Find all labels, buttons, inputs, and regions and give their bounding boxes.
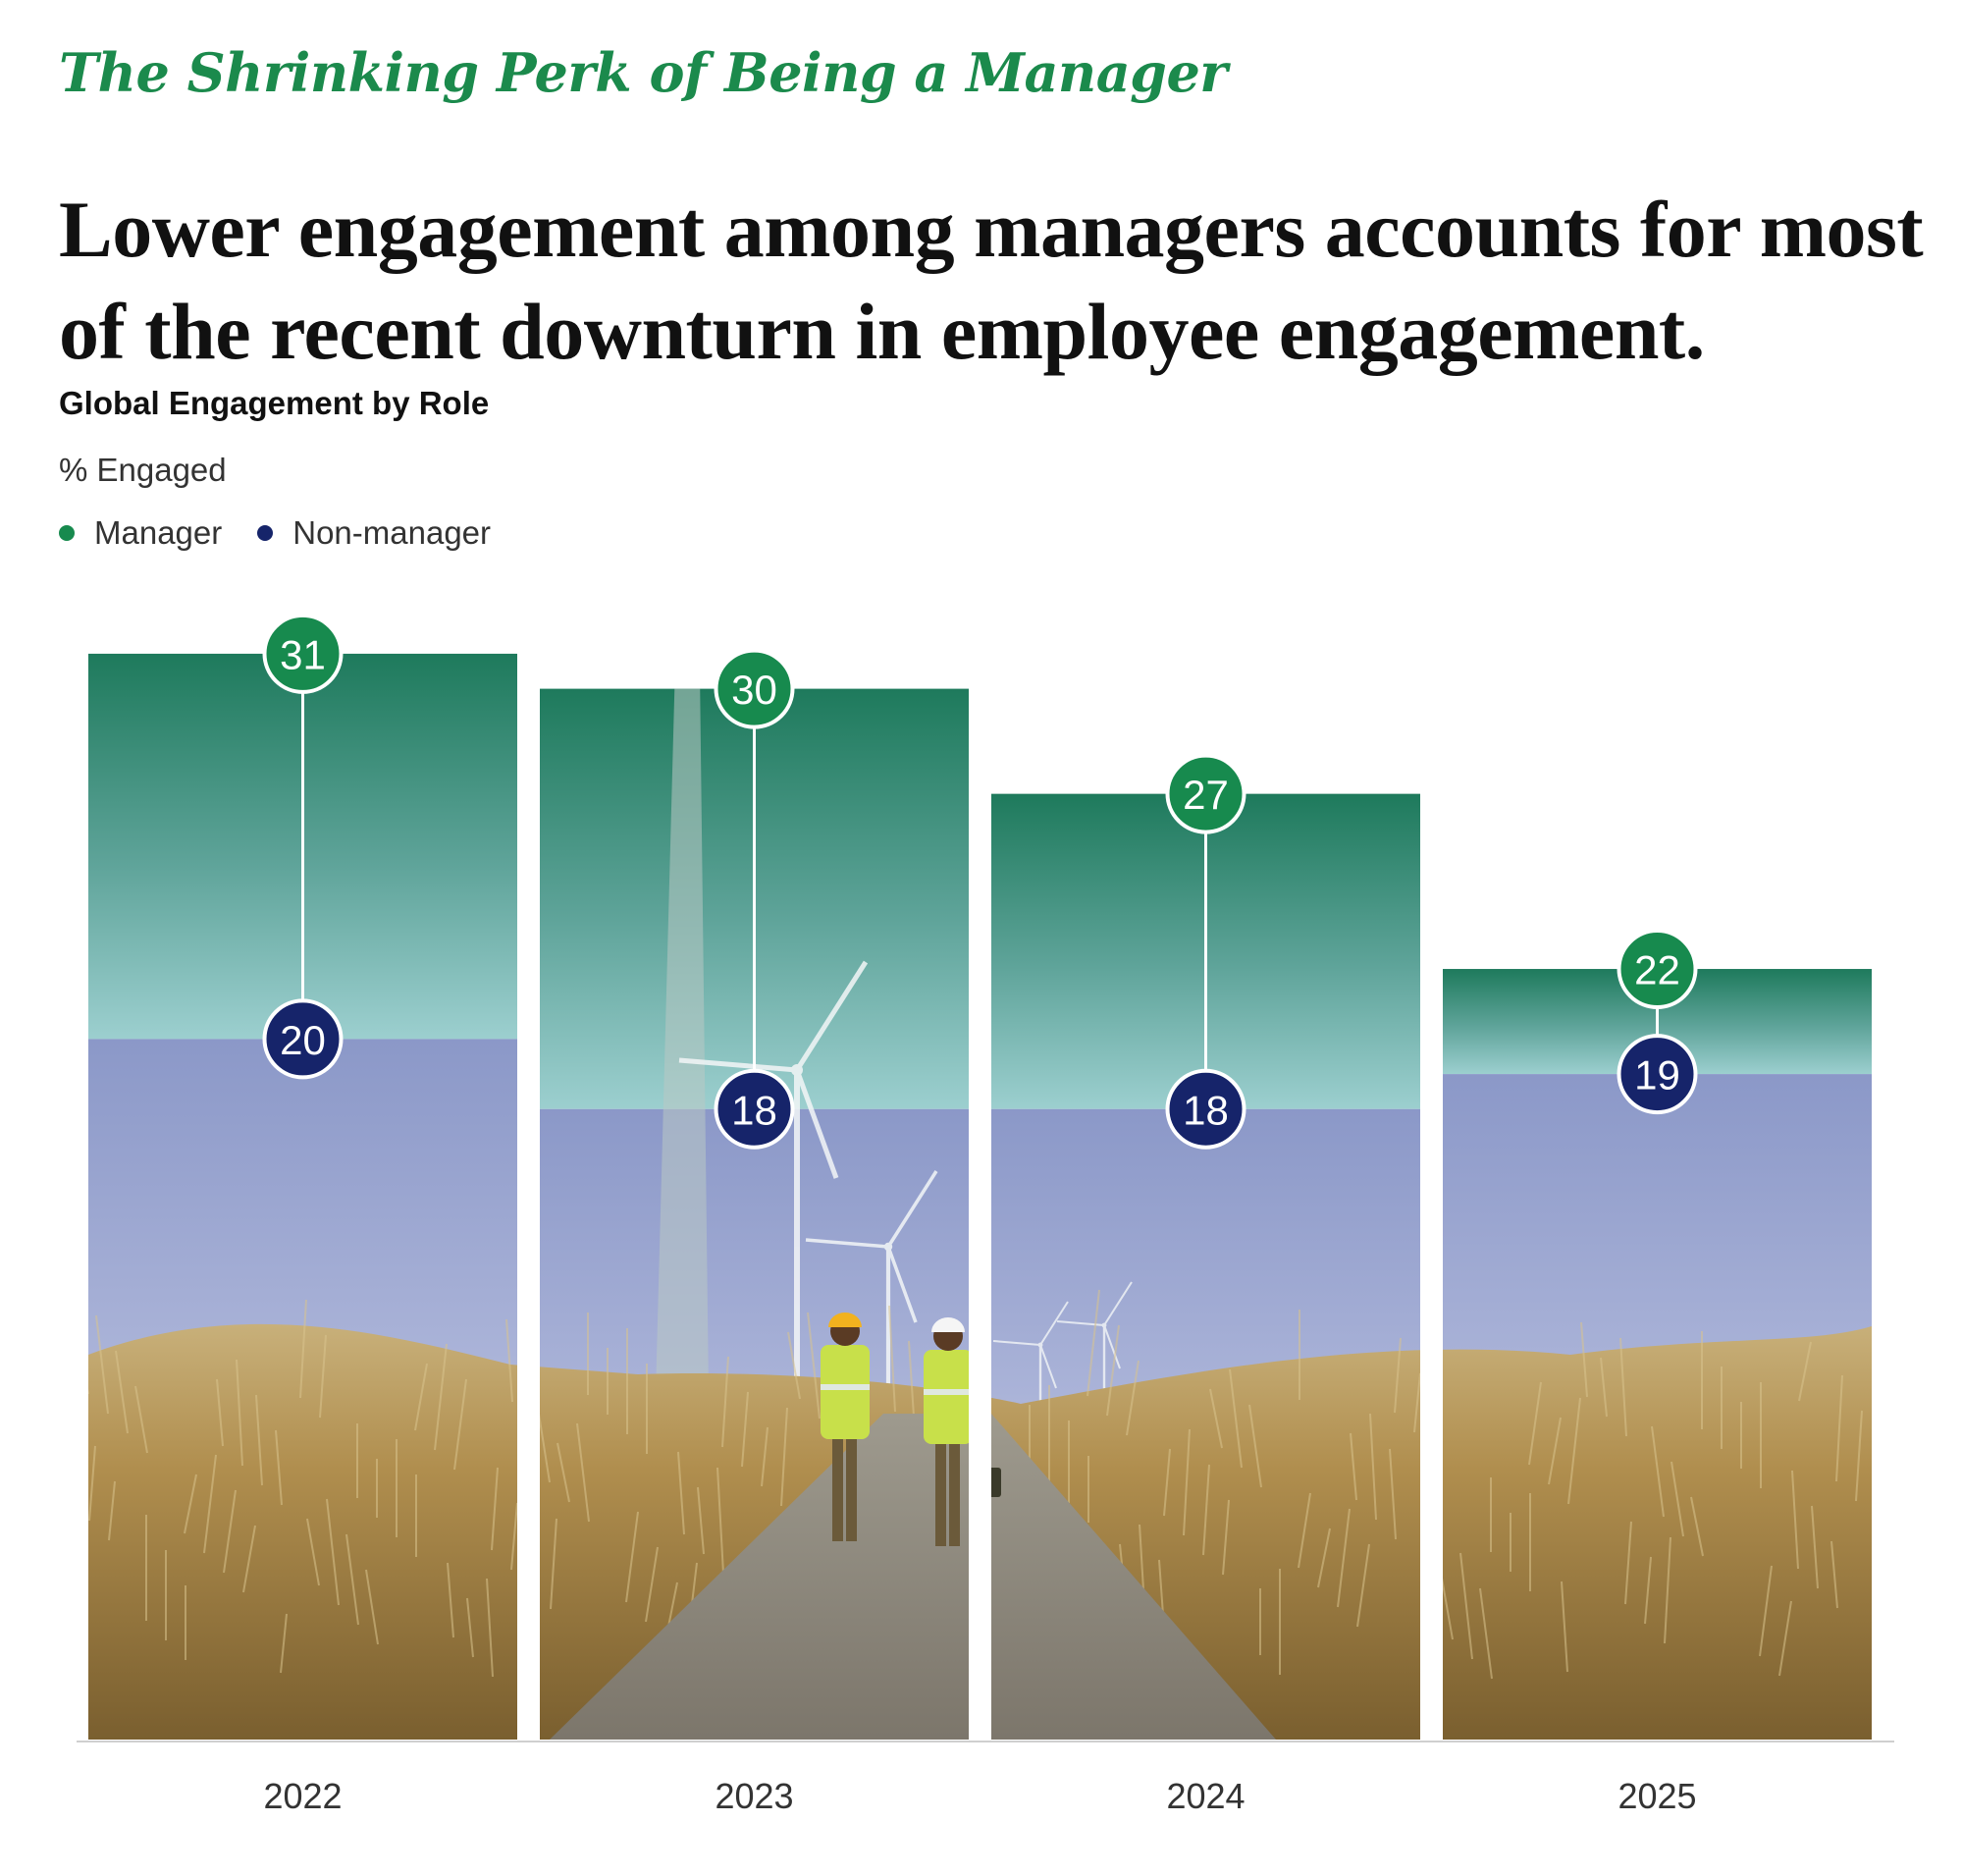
- grass-field: [88, 1324, 1875, 1740]
- kicker-title: The Shrinking Perk of Being a Manager: [59, 41, 1228, 104]
- value-label-non-manager-2024: 18: [1183, 1087, 1229, 1134]
- y-axis-label: % Engaged: [59, 452, 227, 488]
- value-label-non-manager-2025: 19: [1634, 1051, 1680, 1099]
- value-label-manager-2024: 27: [1183, 772, 1229, 819]
- x-tick-label-2023: 2023: [715, 1776, 794, 1816]
- x-tick-label-2022: 2022: [263, 1776, 343, 1816]
- value-label-manager-2022: 31: [280, 631, 326, 678]
- value-label-manager-2023: 30: [731, 667, 777, 714]
- chart-title: Global Engagement by Role: [59, 385, 490, 421]
- legend-label-non-manager: Non-manager: [292, 514, 492, 551]
- value-label-non-manager-2023: 18: [731, 1087, 777, 1134]
- legend-label-manager: Manager: [94, 514, 223, 551]
- value-label-non-manager-2022: 20: [280, 1016, 326, 1063]
- value-label-manager-2025: 22: [1634, 946, 1680, 993]
- headline: Lower engagement among managers accounts for most of the recent downturn in employee engagement.: [59, 185, 1924, 376]
- toolbox: [974, 1468, 1001, 1497]
- x-tick-label-2025: 2025: [1617, 1776, 1697, 1816]
- x-tick-label-2024: 2024: [1166, 1776, 1246, 1816]
